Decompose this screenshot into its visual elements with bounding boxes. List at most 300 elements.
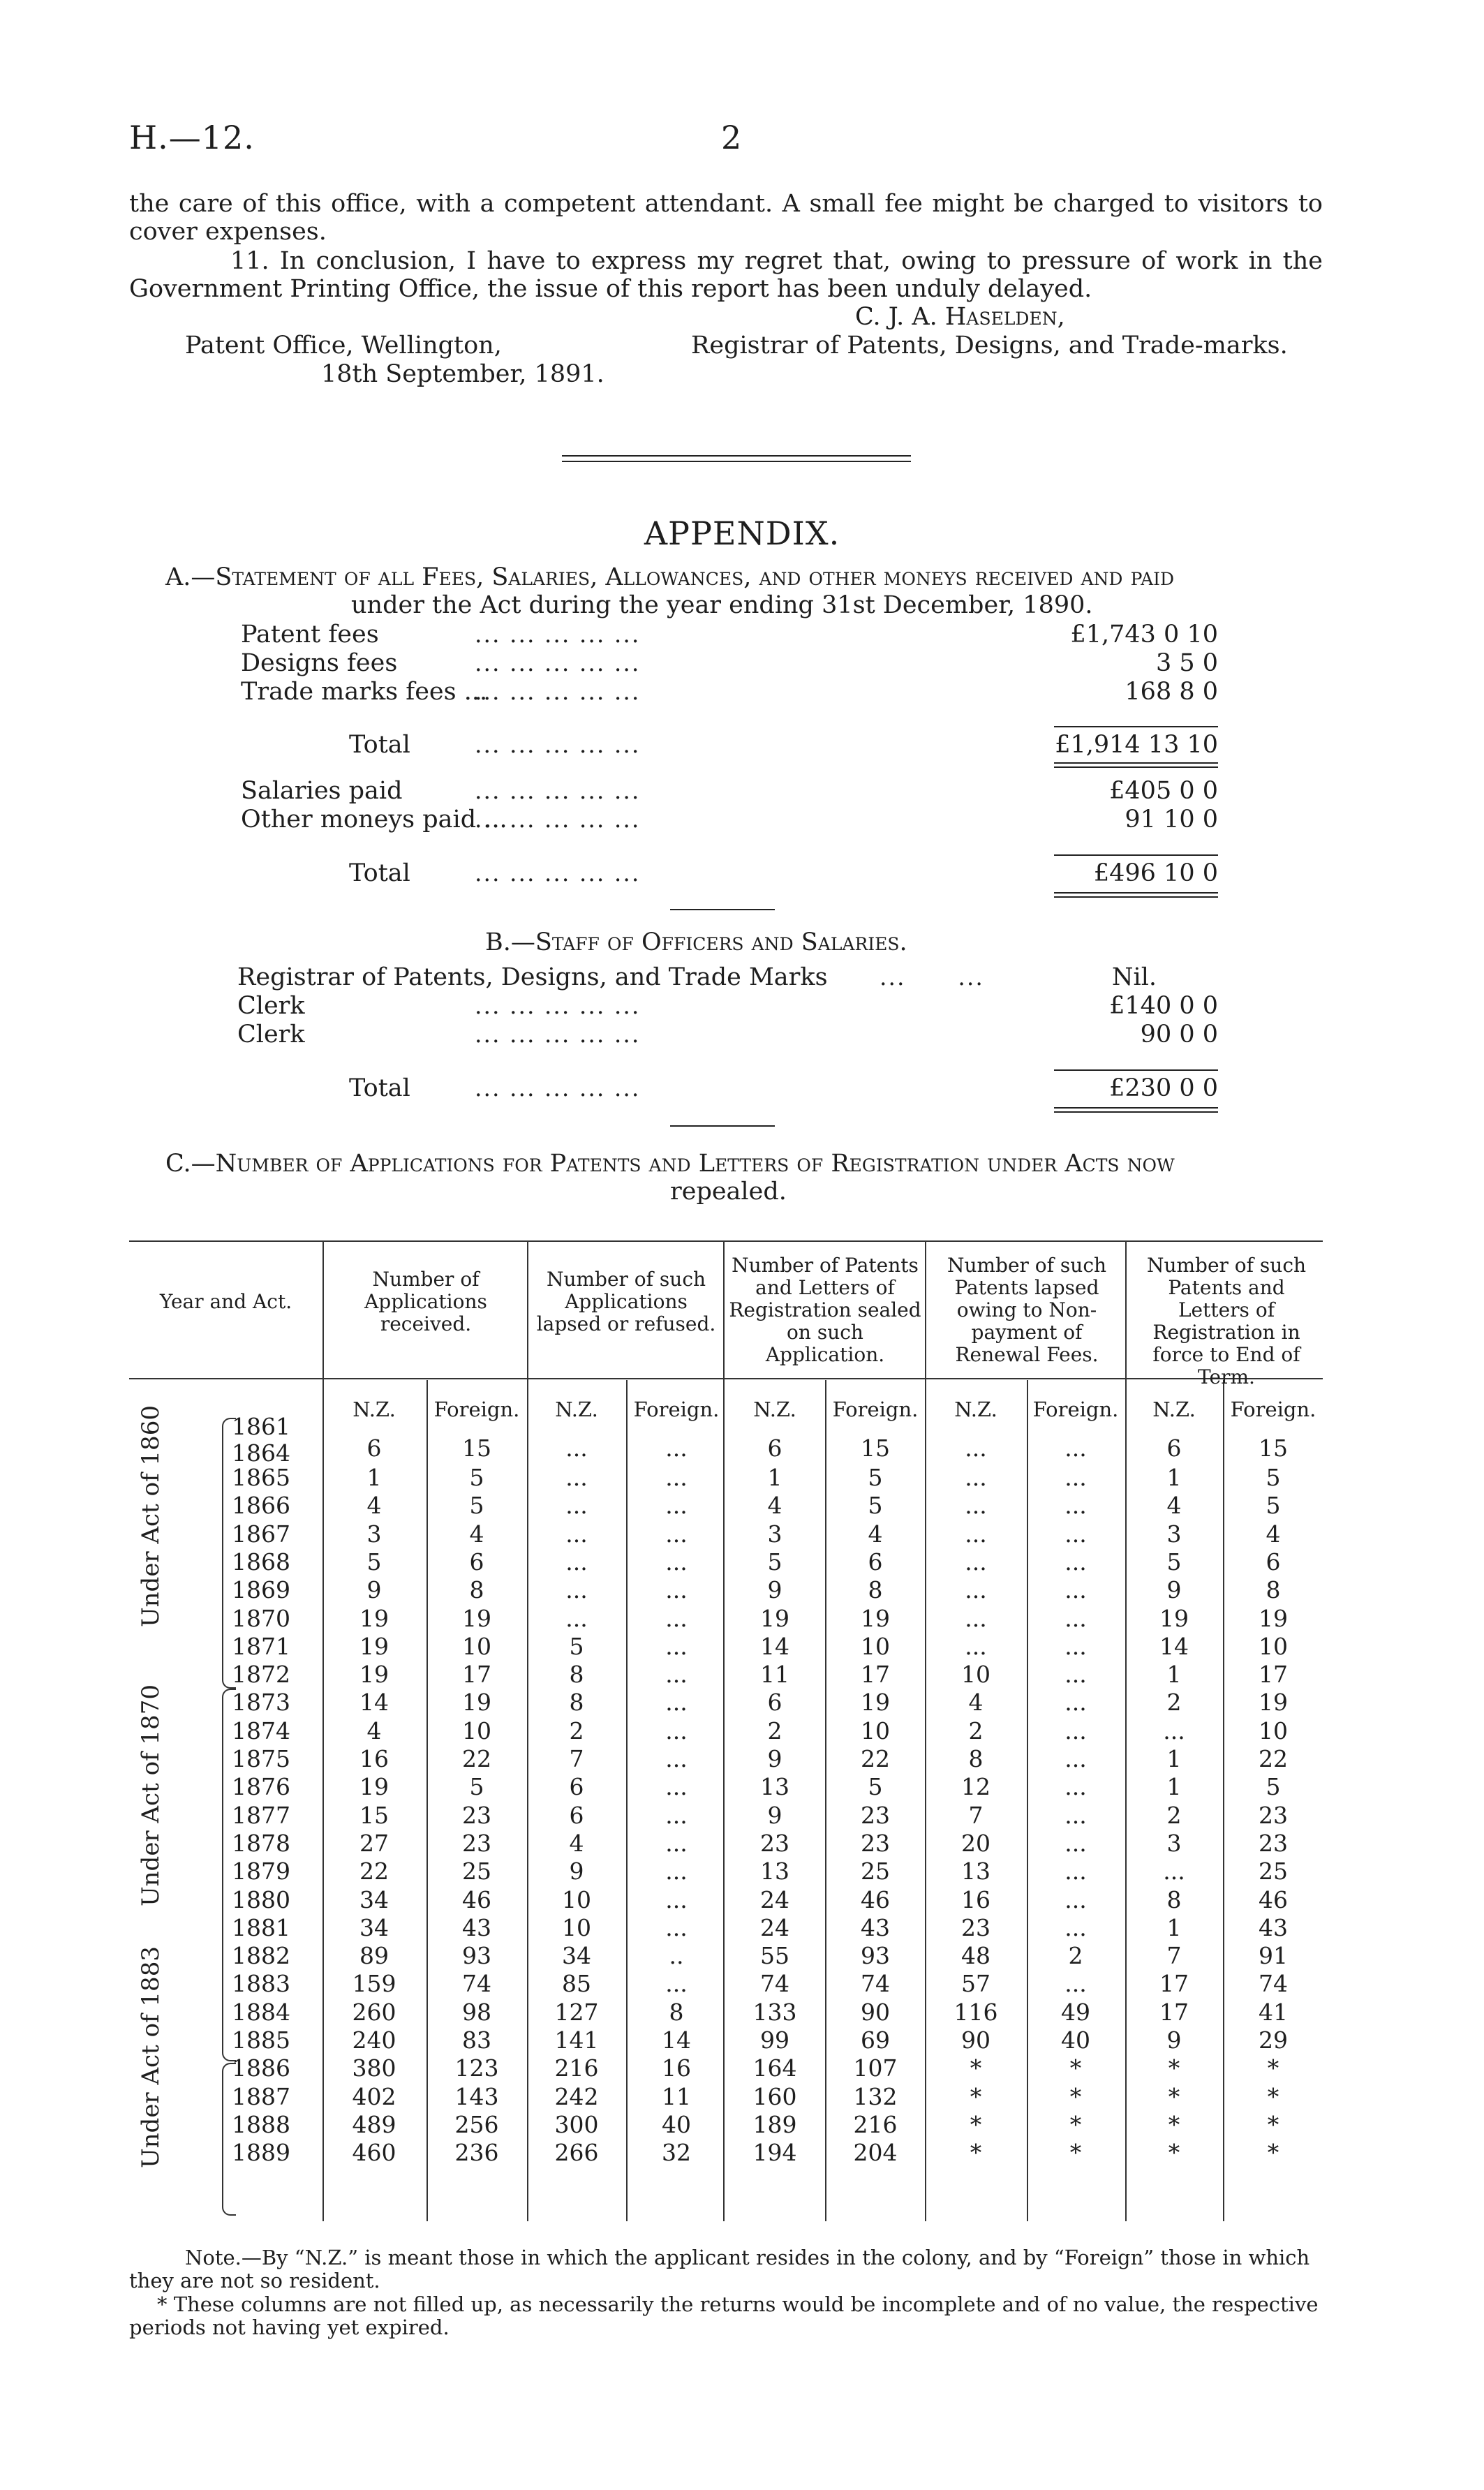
section-c-heading-2: repealed. (670, 1178, 787, 1206)
table-cell: 8 (469, 1576, 484, 1604)
table-cell: 10 (562, 1913, 591, 1941)
table-cell: 13 (760, 1773, 789, 1801)
total-rule (1054, 762, 1218, 764)
table-cell: 141 (554, 2026, 599, 2054)
act-label-1883: Under Act of 1883 (137, 1946, 165, 2168)
section-a-heading-2: under the Act during the year ending 31st December, 1890. (351, 591, 1093, 619)
signature-title: Registrar of Patents, Designs, and Trade-marks. (691, 332, 1288, 360)
row-year: 1884 (232, 1998, 290, 2026)
table-cell: 13 (760, 1858, 789, 1885)
row-year: 1875 (232, 1745, 290, 1772)
subheader-nz: N.Z. (1152, 1398, 1196, 1421)
table-cell: 43 (462, 1913, 491, 1941)
column-rule (925, 1240, 926, 2221)
table-cell: 10 (1259, 1632, 1288, 1660)
table-cell: 1 (1166, 1661, 1182, 1689)
receipt-label: Designs fees (241, 649, 398, 677)
table-cell: 5 (1266, 1773, 1281, 1801)
table-cell: 460 (352, 2139, 396, 2167)
table-cell: 23 (462, 1801, 491, 1829)
table-cell: ... (965, 1604, 987, 1632)
header-nonpayment: Number of such Patents lapsed owing to Non-payment of Renewal Fees. (947, 1254, 1107, 1366)
payment-label: Other moneys paid ... (241, 806, 507, 833)
table-cell: 99 (760, 2026, 789, 2054)
table-cell: 34 (359, 1885, 389, 1913)
leader-dots: ... ... ... ... ... (475, 621, 641, 648)
table-cell: * (1168, 2082, 1180, 2110)
subheader-nz: N.Z. (753, 1398, 796, 1421)
subcolumn-rule (626, 1380, 628, 2221)
table-cell: 9 (767, 1745, 782, 1772)
table-cell: ... (965, 1464, 987, 1491)
table-cell: 260 (352, 1998, 396, 2026)
row-year: 1869 (232, 1576, 290, 1604)
subcolumn-rule (825, 1380, 826, 2221)
total-label: Total (349, 859, 410, 887)
table-cell: 242 (554, 2082, 599, 2110)
header-inforce: Number of such Patents and Letters of Registration in force to End of Term. (1146, 1254, 1307, 1388)
payment-amount: 91 10 0 (1125, 806, 1218, 833)
row-year: 1861 1864 (232, 1413, 290, 1467)
table-cell: ... (665, 1464, 688, 1491)
table-cell: 23 (861, 1801, 890, 1829)
table-cell: ... (1064, 1689, 1087, 1717)
subcolumn-rule (426, 1380, 428, 2221)
table-cell: 5 (767, 1548, 782, 1576)
table-cell: 194 (752, 2139, 797, 2167)
staff-label: Registrar of Patents, Designs, and Trade Marks (237, 963, 828, 991)
leader-dots: ... ... ... ... ... (475, 649, 641, 676)
table-cell: 6 (1266, 1548, 1281, 1576)
table-cell: 19 (462, 1689, 491, 1717)
table-cell: 2 (569, 1717, 584, 1744)
row-year: 1883 (232, 1970, 290, 1998)
table-cell: 4 (968, 1689, 984, 1717)
table-cell: 22 (359, 1858, 389, 1885)
table-cell: 240 (352, 2026, 396, 2054)
receipt-amount: 168 8 0 (1125, 678, 1218, 706)
table-cell: 4 (569, 1829, 584, 1857)
table-cell: 23 (1259, 1829, 1288, 1857)
row-year: 1876 (232, 1773, 290, 1801)
staff-amount: Nil. (1111, 963, 1157, 991)
row-year: 1881 (232, 1913, 290, 1941)
table-cell: * (970, 2054, 982, 2082)
report-date: 18th September, 1891. (321, 360, 604, 388)
table-cell: 4 (1266, 1520, 1281, 1548)
row-year: 1880 (232, 1885, 290, 1913)
table-cell: 23 (861, 1829, 890, 1857)
table-cell: 9 (1166, 1576, 1182, 1604)
table-cell: 22 (1259, 1745, 1288, 1772)
table-cell: 46 (861, 1885, 890, 1913)
table-cell: 8 (968, 1745, 984, 1772)
table-cell: ... (565, 1464, 588, 1491)
subheader-foreign: Foreign. (433, 1398, 520, 1421)
row-year: 1870 (232, 1604, 290, 1632)
column-rule (1125, 1240, 1127, 2221)
table-cell: 15 (861, 1435, 890, 1462)
table-cell: 46 (462, 1885, 491, 1913)
table-cell: 19 (359, 1773, 389, 1801)
table-cell: 10 (1259, 1717, 1288, 1744)
footnote-asterisk: * These columns are not filled up, as necessarily the returns would be incomplete and of no value, the respective periods not having yet expired. (129, 2292, 1319, 2339)
table-cell: * (1069, 2054, 1082, 2082)
table-cell: ... (1064, 1576, 1087, 1604)
table-cell: 22 (462, 1745, 491, 1772)
table-cell: 2 (1166, 1801, 1182, 1829)
table-cell: * (970, 2082, 982, 2110)
table-cell: * (1267, 2139, 1279, 2167)
table-cell: 3 (1166, 1829, 1182, 1857)
table-cell: 69 (861, 2026, 890, 2054)
table-cell: 14 (760, 1632, 789, 1660)
table-cell: 4 (366, 1492, 382, 1520)
table-cell: 17 (1259, 1661, 1288, 1689)
table-cell: * (1168, 2110, 1180, 2138)
table-cell: 14 (662, 2026, 691, 2054)
table-cell: * (1069, 2110, 1082, 2138)
applications-table (129, 1240, 1323, 2225)
short-divider (670, 909, 775, 910)
table-cell: 8 (1266, 1576, 1281, 1604)
table-cell: 6 (569, 1801, 584, 1829)
table-cell: 256 (454, 2110, 499, 2138)
subheader-nz: N.Z. (353, 1398, 396, 1421)
row-year: 1877 (232, 1801, 290, 1829)
table-cell: * (1267, 2082, 1279, 2110)
table-cell: ... (665, 1773, 688, 1801)
table-cell: 34 (562, 1942, 591, 1970)
page-number: 2 (721, 119, 742, 156)
table-cell: 16 (961, 1885, 990, 1913)
table-cell: 5 (469, 1464, 484, 1491)
table-cell: 6 (569, 1773, 584, 1801)
staff-amount: £140 0 0 (1109, 992, 1218, 1020)
table-cell: ... (665, 1632, 688, 1660)
table-cell: ... (665, 1745, 688, 1772)
table-cell: 216 (554, 2054, 599, 2082)
subheader-foreign: Foreign. (1032, 1398, 1119, 1421)
total-label: Total (349, 731, 410, 759)
table-cell: 4 (868, 1520, 883, 1548)
table-cell: ... (1064, 1661, 1087, 1689)
table-cell: 6 (868, 1548, 883, 1576)
table-cell: 10 (961, 1661, 990, 1689)
table-cell: 10 (462, 1717, 491, 1744)
table-cell: ... (965, 1520, 987, 1548)
table-cell: ... (665, 1913, 688, 1941)
table-cell: 3 (366, 1520, 382, 1548)
table-cell: ... (1064, 1885, 1087, 1913)
header-year-act: Year and Act. (159, 1290, 292, 1313)
table-cell: 4 (469, 1520, 484, 1548)
table-cell: ... (1064, 1464, 1087, 1491)
row-year: 1873 (232, 1689, 290, 1717)
table-cell: 4 (366, 1717, 382, 1744)
row-year: 1889 (232, 2139, 290, 2167)
total-rule (1054, 896, 1218, 898)
table-cell: 204 (853, 2139, 898, 2167)
table-cell: 25 (861, 1858, 890, 1885)
table-cell: 8 (669, 1998, 684, 2026)
row-year: 1871 (232, 1632, 290, 1660)
table-cell: ... (565, 1548, 588, 1576)
table-cell: 25 (462, 1858, 491, 1885)
table-cell: 6 (366, 1435, 382, 1462)
table-cell: 2 (1166, 1689, 1182, 1717)
table-cell: 216 (853, 2110, 898, 2138)
act-label-1860: Under Act of 1860 (137, 1405, 165, 1627)
table-cell: ... (965, 1548, 987, 1576)
table-cell: 11 (662, 2082, 691, 2110)
table-cell: 3 (767, 1520, 782, 1548)
table-cell: * (1168, 2139, 1180, 2167)
table-cell: 19 (359, 1604, 389, 1632)
leader-dots: ... ... (880, 963, 984, 991)
table-cell: ... (565, 1604, 588, 1632)
paragraph-11: 11. In conclusion, I have to express my regret that, owing to pressure of work in the Government Printing Office, the issue of this report has been unduly delayed. (129, 247, 1323, 303)
table-cell: 17 (1159, 1970, 1189, 1998)
table-cell: 5 (469, 1773, 484, 1801)
table-cell: ... (565, 1435, 588, 1462)
table-cell: 14 (359, 1689, 389, 1717)
table-cell: 91 (1259, 1942, 1288, 1970)
table-cell: 17 (861, 1661, 890, 1689)
sum-rule (1054, 1069, 1218, 1071)
table-cell: 23 (760, 1829, 789, 1857)
table-top-rule (129, 1240, 1323, 1242)
table-cell: 5 (1266, 1492, 1281, 1520)
table-cell: 1 (1166, 1464, 1182, 1491)
table-cell: 6 (1166, 1435, 1182, 1462)
table-cell: 5 (868, 1773, 883, 1801)
table-cell: 8 (868, 1576, 883, 1604)
table-cell: * (1267, 2110, 1279, 2138)
table-cell: 5 (366, 1548, 382, 1576)
table-cell: 11 (760, 1661, 789, 1689)
total-rule (1054, 1111, 1218, 1113)
table-cell: 89 (359, 1942, 389, 1970)
table-cell: ... (665, 1604, 688, 1632)
table-cell: 116 (954, 1998, 998, 2026)
table-cell: ... (1064, 1604, 1087, 1632)
table-cell: 20 (961, 1829, 990, 1857)
table-cell: 19 (359, 1632, 389, 1660)
table-cell: 2 (968, 1717, 984, 1744)
table-cell: 1 (1166, 1745, 1182, 1772)
table-cell: 160 (752, 2082, 797, 2110)
table-cell: 74 (760, 1970, 789, 1998)
table-cell: 5 (569, 1632, 584, 1660)
table-cell: ... (1064, 1717, 1087, 1744)
table-cell: 4 (767, 1492, 782, 1520)
table-cell: 143 (454, 2082, 499, 2110)
table-cell: 266 (554, 2139, 599, 2167)
table-cell: ... (665, 1492, 688, 1520)
table-cell: 93 (462, 1942, 491, 1970)
leader-dots: ... ... ... ... ... (475, 777, 641, 804)
table-cell: 90 (861, 1998, 890, 2026)
table-cell: 46 (1259, 1885, 1288, 1913)
table-cell: 164 (752, 2054, 797, 2082)
row-year: 1867 (232, 1520, 290, 1548)
table-cell: 40 (662, 2110, 691, 2138)
table-cell: 41 (1259, 1998, 1288, 2026)
table-cell: 8 (1166, 1885, 1182, 1913)
signature-name: C. J. A. Haselden, (855, 303, 1065, 331)
table-cell: 1 (1166, 1773, 1182, 1801)
leader-dots: ... ... ... ... ... (475, 859, 641, 887)
table-cell: 9 (366, 1576, 382, 1604)
short-divider (670, 1125, 775, 1127)
table-cell: * (1267, 2054, 1279, 2082)
table-cell: ... (665, 1576, 688, 1604)
table-cell: 23 (961, 1913, 990, 1941)
table-cell: 43 (1259, 1913, 1288, 1941)
table-cell: 6 (767, 1689, 782, 1717)
table-cell: 3 (1166, 1520, 1182, 1548)
table-cell: 189 (752, 2110, 797, 2138)
table-cell: 127 (554, 1998, 599, 2026)
table-cell: 19 (359, 1661, 389, 1689)
table-cell: 57 (961, 1970, 990, 1998)
table-cell: 22 (861, 1745, 890, 1772)
table-cell: 34 (359, 1913, 389, 1941)
row-year: 1866 (232, 1492, 290, 1520)
subcolumn-rule (1027, 1380, 1028, 2221)
payment-amount: £405 0 0 (1109, 777, 1218, 805)
subheader-nz: N.Z. (555, 1398, 598, 1421)
table-cell: ... (1163, 1717, 1185, 1744)
table-cell: 9 (1166, 2026, 1182, 2054)
table-cell: 93 (861, 1942, 890, 1970)
table-cell: 9 (569, 1858, 584, 1885)
row-year: 1872 (232, 1661, 290, 1689)
table-cell: 2 (1068, 1942, 1083, 1970)
table-cell: 12 (961, 1773, 990, 1801)
table-cell: 19 (760, 1604, 789, 1632)
section-b-heading: B.—Staff of Officers and Salaries. (485, 928, 907, 956)
table-cell: 17 (1159, 1998, 1189, 2026)
column-rule (527, 1240, 528, 2221)
table-cell: 48 (961, 1942, 990, 1970)
table-cell: 49 (1061, 1998, 1090, 2026)
row-year: 1879 (232, 1858, 290, 1885)
table-cell: ... (1064, 1801, 1087, 1829)
table-cell: 1 (1166, 1913, 1182, 1941)
table-cell: 85 (562, 1970, 591, 1998)
table-cell: 6 (767, 1435, 782, 1462)
table-cell: * (1069, 2139, 1082, 2167)
header-received: Number of Applications received. (364, 1268, 487, 1335)
receipt-label: Patent fees (241, 621, 379, 649)
table-cell: 19 (1159, 1604, 1189, 1632)
table-cell: 7 (968, 1801, 984, 1829)
table-cell: ... (565, 1520, 588, 1548)
receipt-amount: 3 5 0 (1155, 649, 1218, 677)
table-cell: 14 (1159, 1632, 1189, 1660)
table-cell: ... (665, 1829, 688, 1857)
staff-label: Clerk (237, 1021, 305, 1048)
table-cell: ... (665, 1801, 688, 1829)
subheader-foreign: Foreign. (1230, 1398, 1316, 1421)
table-cell: ... (665, 1717, 688, 1744)
table-cell: ... (565, 1492, 588, 1520)
table-cell: ... (665, 1689, 688, 1717)
subheader-foreign: Foreign. (832, 1398, 919, 1421)
table-cell: ... (665, 1520, 688, 1548)
office-place: Patent Office, Wellington, (185, 332, 502, 360)
table-cell: ... (1064, 1520, 1087, 1548)
sum-rule (1054, 854, 1218, 856)
header-lapsed: Number of such Applications lapsed or refused. (536, 1268, 716, 1335)
table-cell: ... (665, 1435, 688, 1462)
table-cell: ... (1064, 1858, 1087, 1885)
table-cell: 5 (868, 1464, 883, 1491)
table-cell: 5 (469, 1492, 484, 1520)
table-cell: 159 (352, 1970, 396, 1998)
row-year: 1868 (232, 1548, 290, 1576)
table-cell: 55 (760, 1942, 789, 1970)
table-cell: * (970, 2139, 982, 2167)
table-cell: 1 (366, 1464, 382, 1491)
table-cell: ... (1064, 1745, 1087, 1772)
row-year: 1878 (232, 1829, 290, 1857)
staff-total: £230 0 0 (1109, 1074, 1218, 1102)
table-cell: ... (665, 1858, 688, 1885)
table-cell: 29 (1259, 2026, 1288, 2054)
appendix-title: APPENDIX. (644, 514, 840, 552)
table-cell: 5 (1266, 1464, 1281, 1491)
table-cell: ... (1064, 1913, 1087, 1941)
table-cell: 10 (861, 1632, 890, 1660)
table-cell: 15 (359, 1801, 389, 1829)
receipt-amount: £1,743 0 10 (1070, 621, 1218, 649)
table-cell: 19 (1259, 1689, 1288, 1717)
subheader-nz: N.Z. (954, 1398, 997, 1421)
leader-dots: ... ... ... ... ... (475, 1074, 641, 1102)
table-cell: ... (665, 1661, 688, 1689)
table-cell: 10 (861, 1717, 890, 1744)
table-cell: 23 (462, 1829, 491, 1857)
subheader-foreign: Foreign. (633, 1398, 720, 1421)
sum-rule (1054, 726, 1218, 727)
column-rule (322, 1240, 324, 2221)
row-year: 1886 (232, 2054, 290, 2082)
table-cell: ... (965, 1435, 987, 1462)
table-cell: 74 (462, 1970, 491, 1998)
table-cell: .. (669, 1942, 684, 1970)
table-cell: 380 (352, 2054, 396, 2082)
table-cell: 5 (868, 1492, 883, 1520)
table-cell: 5 (1166, 1548, 1182, 1576)
table-cell: 107 (853, 2054, 898, 2082)
table-cell: 98 (462, 1998, 491, 2026)
table-cell: 40 (1061, 2026, 1090, 2054)
receipt-label: Trade marks fees ... (241, 678, 488, 706)
table-cell: 74 (1259, 1970, 1288, 1998)
table-cell: 43 (861, 1913, 890, 1941)
table-cell: 8 (569, 1689, 584, 1717)
table-cell: * (1168, 2054, 1180, 2082)
table-cell: 7 (1166, 1942, 1182, 1970)
table-cell: 236 (454, 2139, 499, 2167)
total-rule (1054, 766, 1218, 768)
table-cell: ... (665, 1885, 688, 1913)
table-cell: 6 (469, 1548, 484, 1576)
row-year: 1888 (232, 2110, 290, 2138)
